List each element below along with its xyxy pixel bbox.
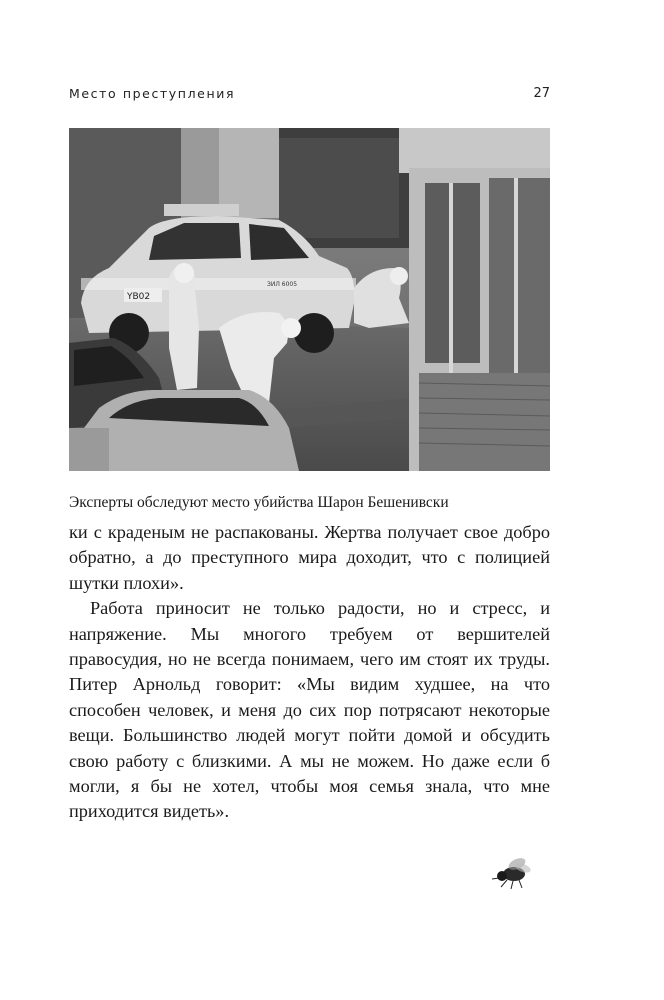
running-head: Место преступления <box>69 86 236 101</box>
body-text <box>69 520 550 825</box>
page-number: 27 <box>533 86 550 101</box>
paragraph: Работа приносит не только радости, но и стресс, и напряжение. Мы многого требуем от вершителей правосудия, но не всегда понимаем, чего им стоят их труды. Питер Арнольд говорит: «Мы видим худшее, на что способен человек, и меня до сих пор потрясают некоторые вещи. Большинство людей могут пойти домой и обсудить свою работу с близкими. А мы не можем. Но даже если б могли, я бы не хотел, чтобы моя семья знала, что мне приходится видеть». <box>69 598 550 822</box>
car-decal: ЗИЛ 6005 <box>267 281 298 288</box>
car-plate: YB02 <box>127 292 151 302</box>
photo-caption: Эксперты обследуют место убийства Шарон Бешенивски <box>69 494 449 511</box>
crime-scene-photo <box>69 128 550 471</box>
fly-icon <box>487 852 537 892</box>
paragraph: ки с краденым не распакованы. Жертва получает свое добро обратно, а до преступного мира доходит, что с полицией шутки плохи». <box>69 522 550 593</box>
